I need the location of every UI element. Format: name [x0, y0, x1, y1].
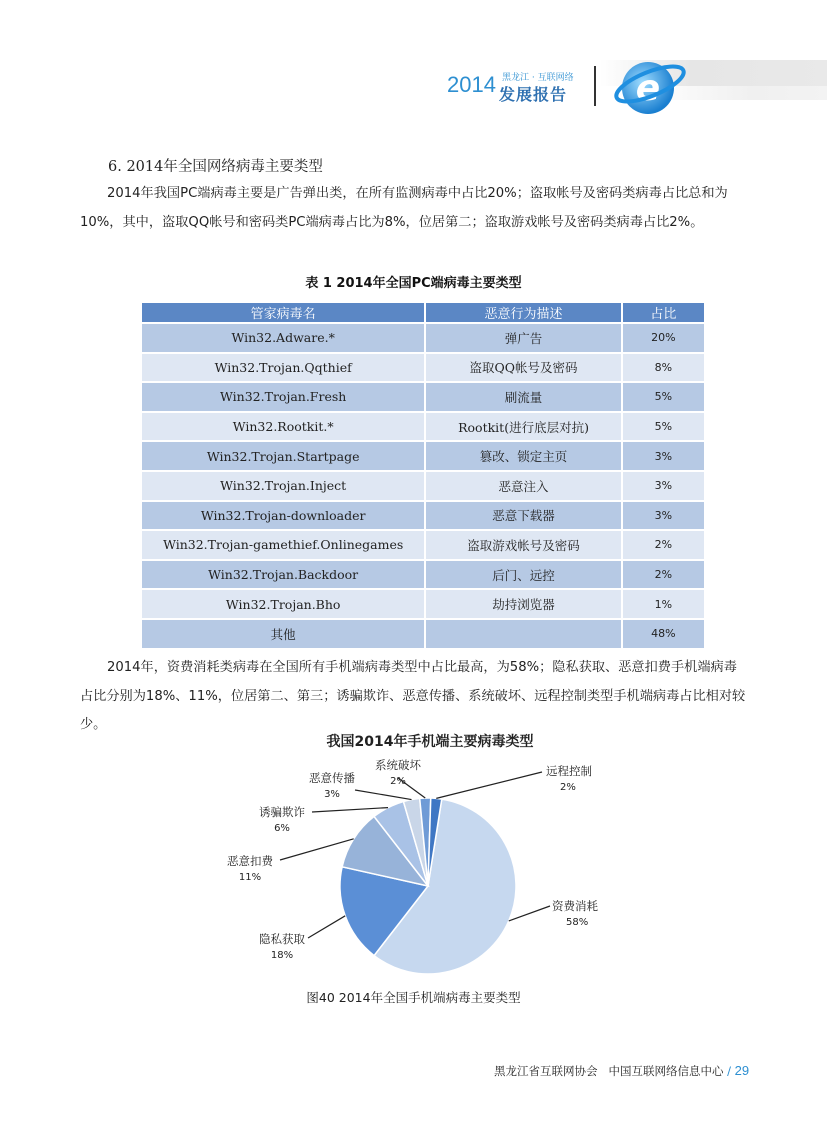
- table-row: [142, 501, 704, 531]
- figure-caption: 图40 2014年全国手机端病毒主要类型: [306, 990, 521, 1005]
- table-cell-name: Win32.Trojan.Qqthief: [142, 353, 425, 383]
- pie-value-1: 18%: [270, 950, 294, 961]
- table-cell-share: 3%: [622, 441, 704, 471]
- table-cell-desc: 恶意下载器: [425, 501, 621, 531]
- table-header-cell: 占比: [622, 303, 704, 323]
- leader-line-2: [280, 839, 354, 860]
- pie-value-6: 2%: [560, 782, 576, 793]
- table-cell-desc: Rootkit(进行底层对抗): [425, 412, 621, 442]
- table-cell-name: Win32.Trojan.Inject: [142, 471, 425, 501]
- table-cell-share: 5%: [622, 382, 704, 412]
- table-row: [142, 323, 704, 353]
- table-cell-desc: 弹广告: [425, 323, 621, 353]
- table-cell-desc: 刷流量: [425, 382, 621, 412]
- header-divider: [594, 66, 596, 106]
- pie-label-5: 系统破坏: [375, 758, 421, 772]
- pc-virus-table: [142, 303, 704, 648]
- header-title: 发展报告: [499, 85, 568, 104]
- table-row: [142, 560, 704, 590]
- table-cell-name: Win32.Trojan.Startpage: [142, 441, 425, 471]
- footer-separator: /: [727, 1064, 731, 1078]
- table-cell-share: 48%: [622, 619, 704, 648]
- table-header-cell: 管家病毒名: [142, 303, 425, 323]
- table-row: [142, 412, 704, 442]
- mobile-virus-pie-chart: [220, 750, 620, 985]
- table-header-row: [142, 303, 704, 323]
- table-row: [142, 619, 704, 648]
- table-cell-name: Win32.Trojan.Fresh: [142, 382, 425, 412]
- header-year: 2014: [447, 72, 496, 97]
- pie-value-5: 2%: [390, 776, 406, 787]
- table-cell-share: 5%: [622, 412, 704, 442]
- pie-value-2: 11%: [238, 872, 262, 883]
- pie-label-6: 远程控制: [546, 764, 592, 778]
- leader-line-0: [509, 906, 550, 921]
- pie-label-1: 隐私获取: [259, 932, 305, 946]
- paragraph-mobile-virus: 2014年，资费消耗类病毒在全国所有手机端病毒类型中占比最高，为58%；隐私获取、恶意扣费手机端病毒占比分别为18%、11%，位居第二、第三；诱骗欺诈、恶意传播、系统破坏、远程控制类型手机端病毒占比相对较少。: [80, 660, 746, 732]
- table-cell-desc: 盗取QQ帐号及密码: [425, 353, 621, 383]
- paragraph-pc-virus: 2014年我国PC端病毒主要是广告弹出类，在所有监测病毒中占比20%；盗取帐号及密码类病毒占比总和为10%，其中，盗取QQ帐号和密码类PC端病毒占比为8%，位居第二；盗取游戏帐号及密码类病毒占比2%。: [80, 186, 728, 230]
- table-row: [142, 382, 704, 412]
- page-footer: [494, 1063, 749, 1079]
- table-cell-share: 3%: [622, 471, 704, 501]
- ie-logo-icon: [612, 54, 692, 118]
- table-header-cell: 恶意行为描述: [425, 303, 621, 323]
- table-cell-desc: 盗取游戏帐号及密码: [425, 530, 621, 560]
- table-caption: 表 1 2014年全国PC端病毒主要类型: [305, 276, 522, 291]
- table-cell-name: Win32.Rootkit.*: [142, 412, 425, 442]
- pie-label-0: 资费消耗: [552, 899, 598, 913]
- table-cell-name: Win32.Trojan-downloader: [142, 501, 425, 531]
- table-cell-name: 其他: [142, 619, 425, 648]
- table-cell-name: Win32.Adware.*: [142, 323, 425, 353]
- table-row: [142, 353, 704, 383]
- table-cell-name: Win32.Trojan.Bho: [142, 589, 425, 619]
- table-row: [142, 441, 704, 471]
- table-cell-desc: 恶意注入: [425, 471, 621, 501]
- leader-line-3: [312, 808, 388, 812]
- pie-label-4: 恶意传播: [309, 771, 355, 785]
- footer-org-cnnic: 中国互联网络信息中心: [608, 1064, 724, 1078]
- table-row: [142, 530, 704, 560]
- section-title: 6. 2014年全国网络病毒主要类型: [108, 159, 323, 175]
- table-cell-name: Win32.Trojan-gamethief.Onlinegames: [142, 530, 425, 560]
- footer-org-hlj: 黑龙江省互联网协会: [494, 1064, 598, 1078]
- table-cell-name: Win32.Trojan.Backdoor: [142, 560, 425, 590]
- table-cell-desc: 后门、远控: [425, 560, 621, 590]
- chart-title: 我国2014年手机端主要病毒类型: [326, 734, 534, 750]
- pie-value-4: 3%: [324, 789, 340, 800]
- table-cell-desc: 劫持浏览器: [425, 589, 621, 619]
- pie-value-3: 6%: [274, 823, 290, 834]
- leader-line-6: [436, 772, 542, 798]
- table-cell-share: 3%: [622, 501, 704, 531]
- leader-line-4: [355, 790, 412, 800]
- table-cell-share: 20%: [622, 323, 704, 353]
- page-number: 29: [734, 1063, 750, 1078]
- pie-value-0: 58%: [566, 917, 589, 928]
- table-cell-share: 8%: [622, 353, 704, 383]
- leader-line-1: [308, 916, 345, 938]
- table-cell-share: 1%: [622, 589, 704, 619]
- header-subtitle: 黑龙江 · 互联网络: [502, 73, 574, 83]
- table-cell-share: 2%: [622, 530, 704, 560]
- table-cell-desc: 篡改、锁定主页: [425, 441, 621, 471]
- table-row: [142, 589, 704, 619]
- table-row: [142, 471, 704, 501]
- table-cell-share: 2%: [622, 560, 704, 590]
- pie-label-3: 诱骗欺诈: [259, 805, 305, 819]
- svg-text:e: e: [635, 68, 661, 109]
- pie-label-2: 恶意扣费: [227, 854, 273, 868]
- table-cell-desc: [425, 619, 621, 648]
